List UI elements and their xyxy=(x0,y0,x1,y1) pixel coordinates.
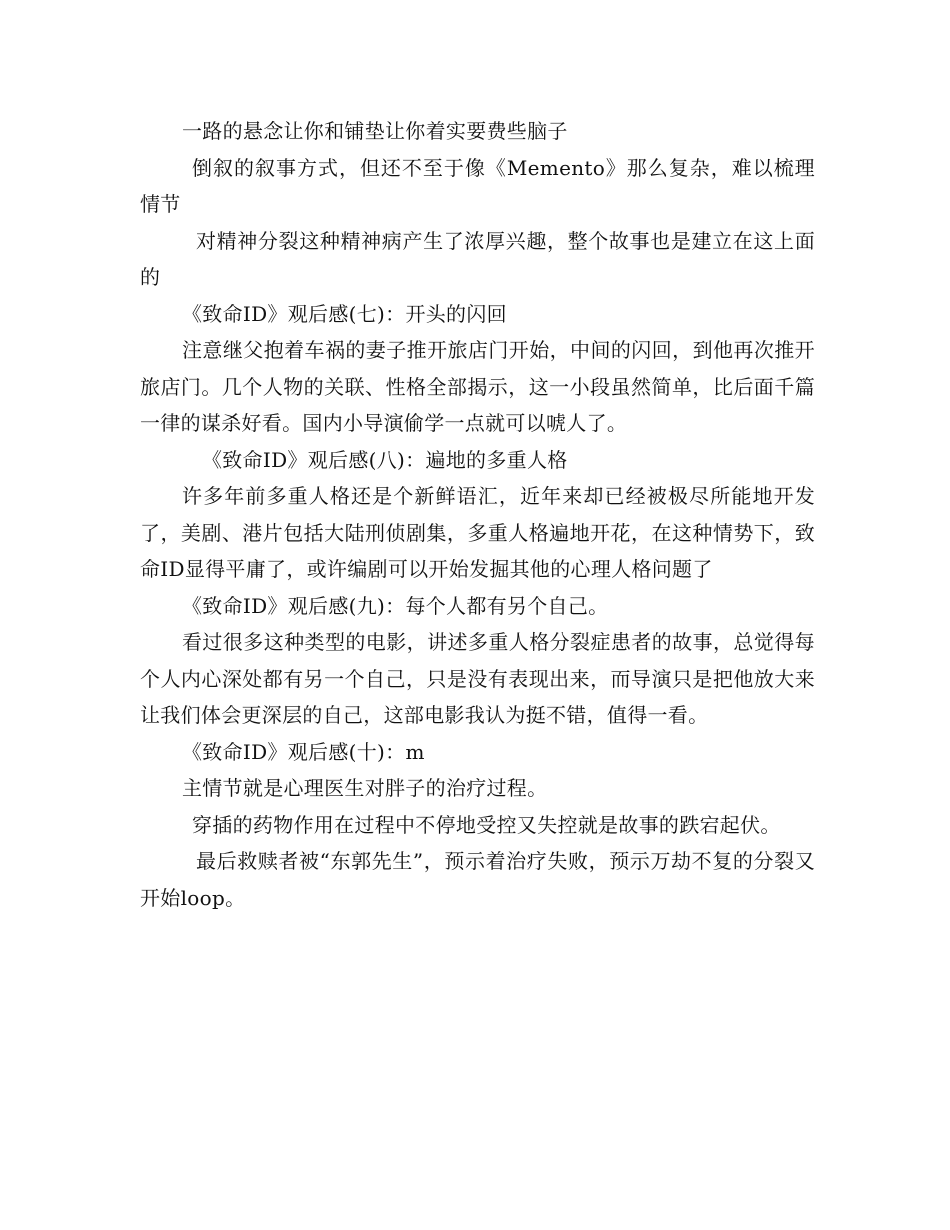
paragraph-1: 一路的悬念让你和铺垫让你着实要费些脑子 xyxy=(182,119,568,143)
paragraph-2: 倒叙的叙事方式，但还不至于像《Memento》那么复杂，难以梳理情节 xyxy=(140,155,815,216)
section-heading-8: 《致命ID》观后感(八)：遍地的多重人格 xyxy=(202,447,568,472)
paragraph-9: 看过很多这种类型的电影，讲述多重人格分裂症患者的故事，总觉得每个人内心深处都有另一个自己，只是没有表现出来，而导演只是把他放大来让我们体会更深层的自己，这部电影我认为挺不错，值得一看。 xyxy=(140,630,815,727)
section-heading-9: 《致命ID》观后感(九)：每个人都有另个自己。 xyxy=(182,593,609,618)
paragraph-13: 最后救赎者被“东郭先生”，预示着治疗失败，预示万劫不复的分裂又开始loop。 xyxy=(140,849,815,910)
paragraph-7: 许多年前多重人格还是个新鲜语汇，近年来却已经被极尽所能地开发了，美剧、港片包括大陆刑侦剧集，多重人格遍地开花，在这种情势下，致命ID显得平庸了，或许编剧可以开始发掘其他的心理人格问题了 xyxy=(140,484,815,581)
document-body xyxy=(140,113,815,916)
section-heading-7: 《致命ID》观后感(七)：开头的闪回 xyxy=(182,301,507,326)
paragraph-5: 注意继父抱着车祸的妻子推开旅店门开始，中间的闪回，到他再次推开旅店门。几个人物的关联、性格全部揭示，这一小段虽然简单，比后面千篇一律的谋杀好看。国内小导演偷学一点就可以唬人了。 xyxy=(140,338,815,435)
section-heading-10: 《致命ID》观后感(十)：m xyxy=(182,739,425,764)
paragraph-12: 穿插的药物作用在过程中不停地受控又失控就是故事的跌宕起伏。 xyxy=(192,812,781,837)
paragraph-11: 主情节就是心理医生对胖子的治疗过程。 xyxy=(182,776,548,800)
paragraph-3: 对精神分裂这种精神病产生了浓厚兴趣，整个故事也是建立在这上面的 xyxy=(140,228,815,289)
